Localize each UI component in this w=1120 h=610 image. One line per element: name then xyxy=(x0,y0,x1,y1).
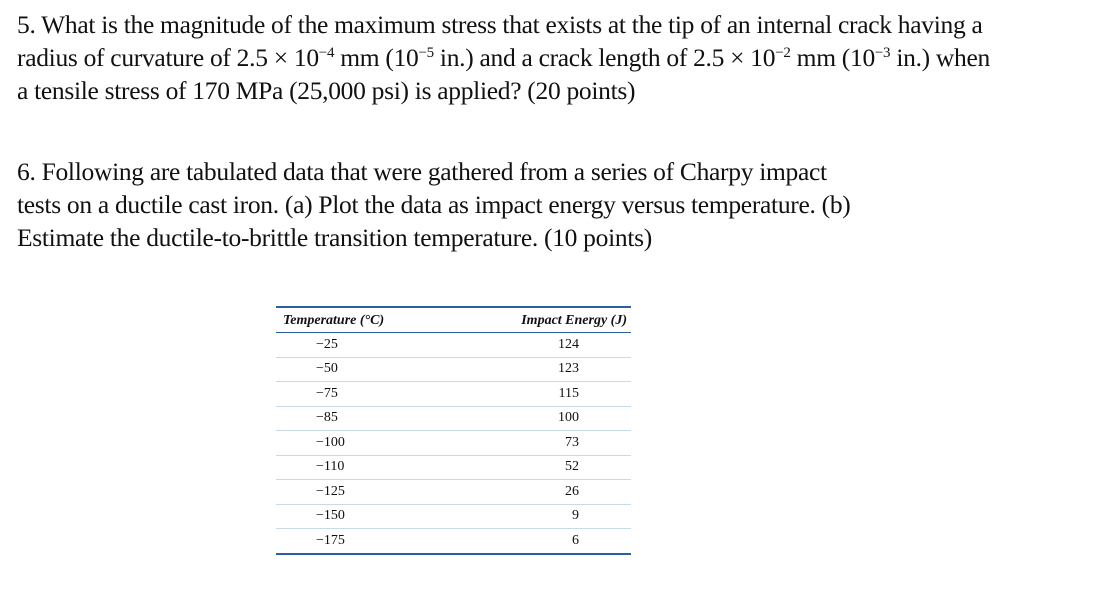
question-6-line-1: 6. Following are tabulated data that were gathered from a series of Charpy impact xyxy=(17,157,827,186)
impact-energy-cell: 9 xyxy=(476,504,631,529)
question-5-line-3: a tensile stress of 170 MPa (25,000 psi) is applied? (20 points) xyxy=(17,76,636,105)
table-row xyxy=(276,382,631,407)
impact-energy-cell: 115 xyxy=(476,382,631,407)
question-5-line-1: 5. What is the magnitude of the maximum stress that exists at the tip of an internal crack having a xyxy=(17,10,983,39)
temperature-cell: −75 xyxy=(276,382,476,407)
temperature-cell: −175 xyxy=(316,532,345,548)
question-6-line-3: Estimate the ductile-to-brittle transition temperature. (10 points) xyxy=(17,223,652,252)
header-temperature: Temperature (°C) xyxy=(276,307,476,333)
temperature-cell: −100 xyxy=(276,431,476,456)
table-row xyxy=(276,480,631,505)
question-6 xyxy=(17,155,1115,254)
temperature-cell: −150 xyxy=(276,504,476,529)
table-row xyxy=(276,529,631,554)
temperature-cell: −25 xyxy=(276,333,476,358)
temperature-cell: −125 xyxy=(276,480,476,505)
question-5-line-2: radius of curvature of $2.5 \times 10^{-4}$ mm ($10^{-5}$ in.) and a crack length of $2.5 \times 10^{-2}$ mm ($10^{-3}$ in.) when xyxy=(17,43,990,72)
temperature-cell: −85 xyxy=(276,406,476,431)
temperature-cell: −110 xyxy=(276,455,476,480)
impact-energy-cell: 123 xyxy=(476,357,631,382)
table-row xyxy=(276,455,631,480)
impact-energy-cell: 26 xyxy=(476,480,631,505)
temperature-cell: −50 xyxy=(276,357,476,382)
impact-energy-cell: 124 xyxy=(476,333,631,358)
impact-energy-cell: 52 xyxy=(476,455,631,480)
table-row xyxy=(276,406,631,431)
table-header-row xyxy=(276,307,631,333)
table-row xyxy=(276,431,631,456)
question-5 xyxy=(17,8,1115,107)
impact-energy-cell: 73 xyxy=(476,431,631,456)
question-6-line-2: tests on a ductile cast iron. (a) Plot the data as impact energy versus temperature. (b) xyxy=(17,190,851,219)
header-impact-energy: Impact Energy (J) xyxy=(476,307,631,333)
table-row xyxy=(276,357,631,382)
impact-energy-cell: 100 xyxy=(476,406,631,431)
table-row xyxy=(276,333,631,358)
charpy-data-table xyxy=(276,306,631,555)
table-row xyxy=(276,504,631,529)
impact-energy-cell: 6 xyxy=(572,532,579,548)
